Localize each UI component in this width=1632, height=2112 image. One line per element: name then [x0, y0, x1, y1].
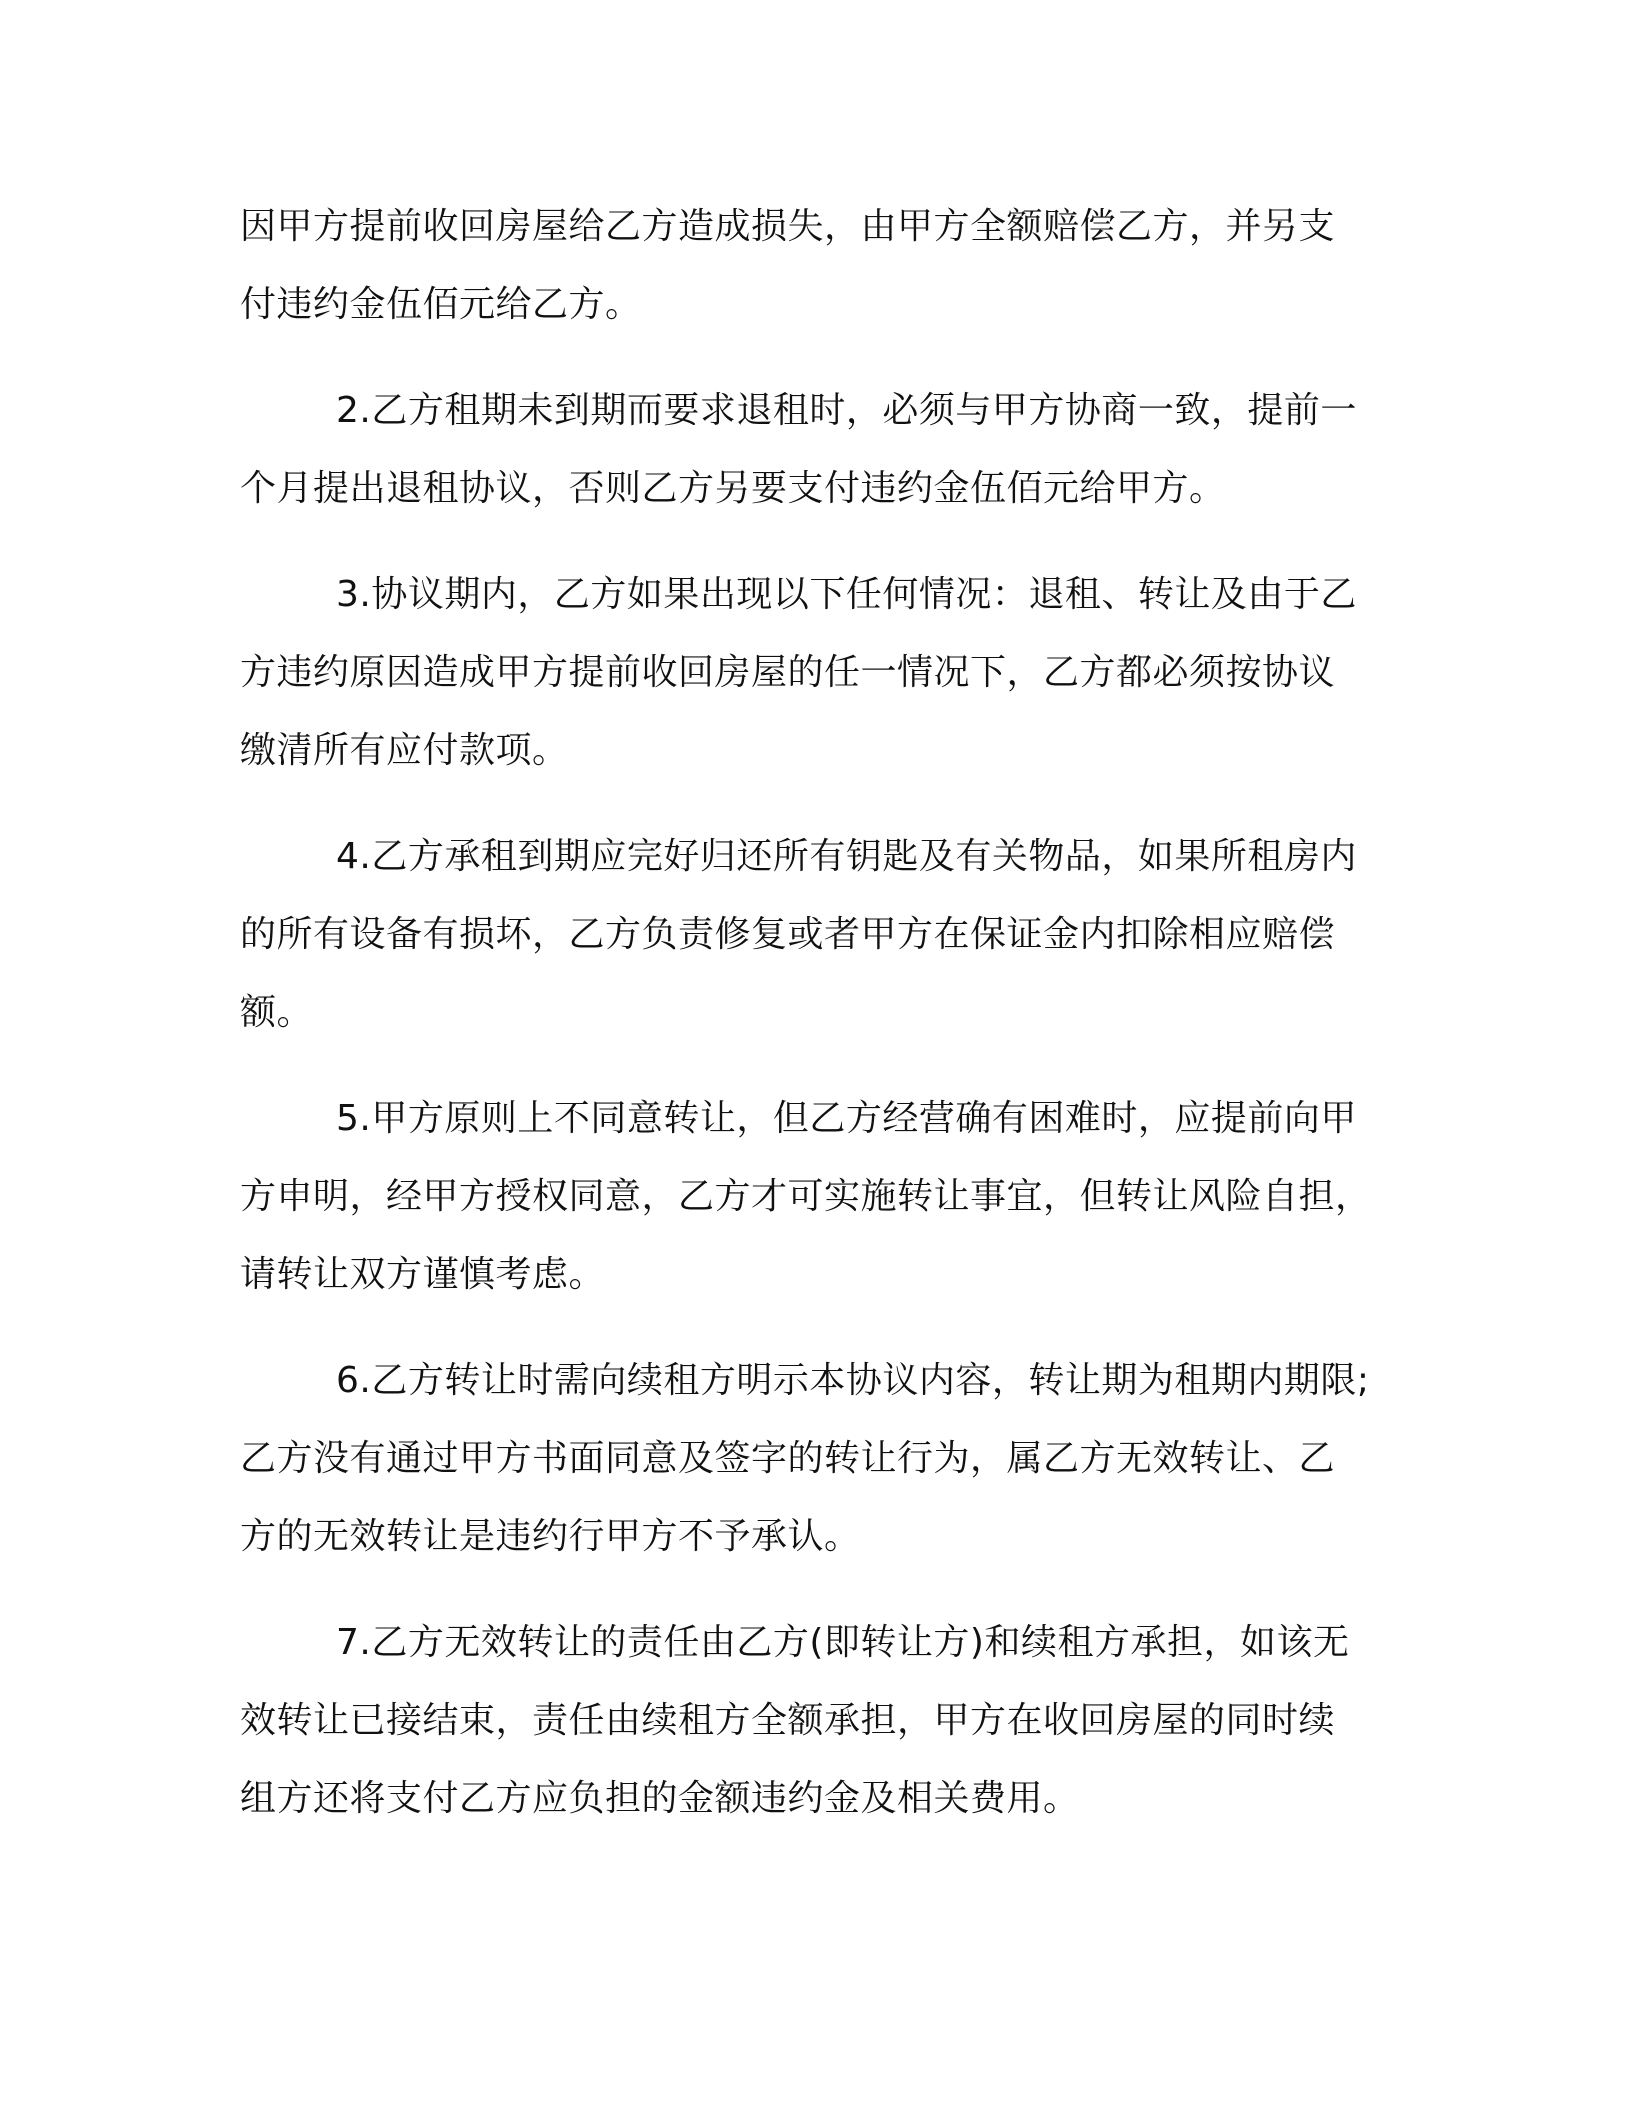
paragraph-clause-7 — [240, 1604, 1392, 1838]
paragraph-clause-6 — [240, 1342, 1392, 1576]
paragraph-clause-4 — [240, 818, 1392, 1052]
text-line: 5.甲方原则上不同意转让，但乙方经营确有困难时，应提前向甲 — [336, 1098, 1357, 1139]
text-line: 乙方没有通过甲方书面同意及签字的转让行为，属乙方无效转让、乙 — [240, 1438, 1336, 1479]
text-line: 6.乙方转让时需向续租方明示本协议内容，转让期为租期内期限; — [336, 1360, 1370, 1401]
paragraph-clause-5 — [240, 1080, 1392, 1314]
text-line: 方的无效转让是违约行甲方不予承认。 — [240, 1516, 861, 1557]
paragraph-clause-3 — [240, 556, 1392, 790]
text-line: 付违约金伍佰元给乙方。 — [240, 284, 642, 325]
text-line: 的所有设备有损坏，乙方负责修复或者甲方在保证金内扣除相应赔偿 — [240, 914, 1336, 955]
text-line: 请转让双方谨慎考虑。 — [240, 1254, 606, 1295]
paragraph-clause-2 — [240, 372, 1392, 528]
text-line: 方违约原因造成甲方提前收回房屋的任一情况下，乙方都必须按协议 — [240, 652, 1336, 693]
text-line: 3.协议期内，乙方如果出现以下任何情况：退租、转让及由于乙 — [336, 574, 1357, 615]
text-line: 个月提出退租协议，否则乙方另要支付违约金伍佰元给甲方。 — [240, 468, 1226, 509]
text-line: 2.乙方租期未到期而要求退租时，必须与甲方协商一致，提前一 — [336, 390, 1357, 431]
text-line: 效转让已接结束，责任由续租方全额承担，甲方在收回房屋的同时续 — [240, 1700, 1336, 1741]
document-body — [240, 188, 1392, 1866]
text-line: 组方还将支付乙方应负担的金额违约金及相关费用。 — [240, 1778, 1080, 1819]
text-line: 7.乙方无效转让的责任由乙方(即转让方)和续租方承担，如该无 — [336, 1622, 1350, 1663]
text-line: 方申明，经甲方授权同意，乙方才可实施转让事宜，但转让风险自担， — [240, 1176, 1372, 1217]
text-line: 缴清所有应付款项。 — [240, 730, 569, 771]
text-line: 因甲方提前收回房屋给乙方造成损失，由甲方全额赔偿乙方，并另支 — [240, 206, 1336, 247]
text-line: 4.乙方承租到期应完好归还所有钥匙及有关物品，如果所租房内 — [336, 836, 1357, 877]
paragraph-compensation — [240, 188, 1392, 344]
text-line: 额。 — [240, 992, 314, 1033]
